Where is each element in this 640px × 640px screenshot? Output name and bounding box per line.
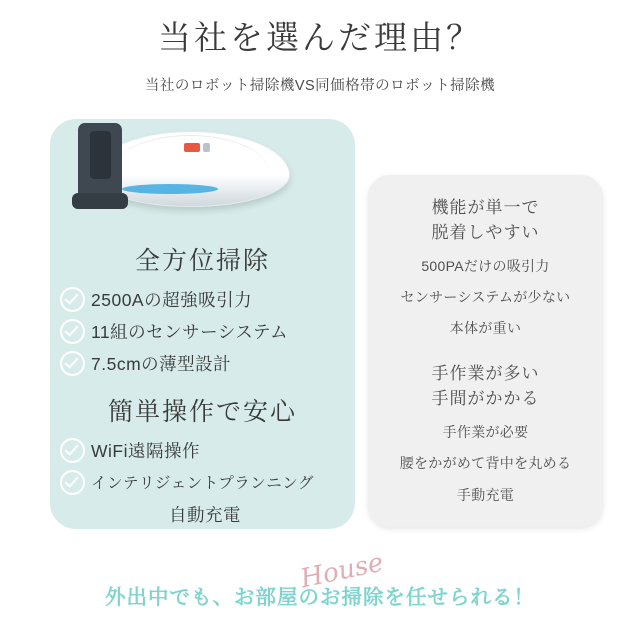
check-icon (60, 351, 85, 376)
competitor-heading-line: 機能が単一で (431, 197, 540, 217)
competitor-line: 本体が重い (449, 320, 522, 337)
competitor-line: 手作業が必要 (442, 423, 529, 440)
competitor-heading-line: 手間がかかる (431, 389, 540, 409)
competitor-line: センサーシステムが少ない (400, 288, 571, 305)
list-item (50, 319, 355, 344)
competitor-heading-2 (368, 361, 603, 412)
feature-label: WiFi遠隔操作 (91, 440, 200, 461)
list-item (50, 502, 355, 527)
robot-indicator-red-icon (184, 143, 200, 152)
list-item (50, 470, 355, 495)
feature-label: 2500Aの超強吸引力 (91, 289, 253, 310)
feature-list-2 (50, 438, 355, 527)
competitor-heading-1 (368, 195, 603, 246)
competitor-heading-line: 手作業が多い (431, 363, 540, 383)
feature-list-1 (50, 287, 355, 376)
section-heading-1: 全方位掃除 (134, 246, 270, 275)
competitor-line: 手動充電 (456, 486, 515, 503)
charging-dock-icon (78, 123, 122, 205)
section-heading-2: 簡単操作で安心 (107, 397, 297, 426)
footer (0, 547, 640, 610)
dock-contact-icon (90, 131, 111, 179)
competitor-line: 500PAだけの吸引力 (421, 257, 550, 274)
page-title: 当社を選んだ理由？ (158, 19, 482, 56)
competitor-heading-line: 脱着しやすい (431, 223, 540, 243)
comparison-panels (0, 113, 640, 543)
robot-led-strip-icon (122, 184, 218, 194)
feature-label: 自動充電 (169, 504, 241, 525)
competitor-line: 腰をかがめて背中を丸める (399, 455, 572, 472)
check-icon (60, 470, 85, 495)
check-icon (60, 438, 85, 463)
header (0, 0, 640, 95)
competitor-content (368, 175, 603, 515)
footer-tagline: 外出中でも、お部屋のお掃除を任せられる！ (105, 586, 535, 609)
check-icon (60, 319, 85, 344)
dock-base-icon (72, 193, 128, 209)
spacer (368, 349, 603, 361)
list-item (50, 438, 355, 463)
check-icon (60, 287, 85, 312)
script-watermark: House (297, 547, 387, 595)
page-subtitle: 当社のロボット掃除機VS同価格帯のロボット掃除機 (144, 77, 496, 94)
feature-label: 7.5cmの薄型設計 (91, 353, 232, 374)
list-item (50, 351, 355, 376)
feature-label: 11組のセンサーシステム (91, 321, 289, 342)
robot-indicator-gray-icon (203, 143, 210, 152)
feature-label: インテリジェントプランニング (91, 475, 314, 493)
robot-vacuum-illustration (72, 113, 302, 218)
our-product-content (50, 225, 355, 534)
list-item (50, 287, 355, 312)
